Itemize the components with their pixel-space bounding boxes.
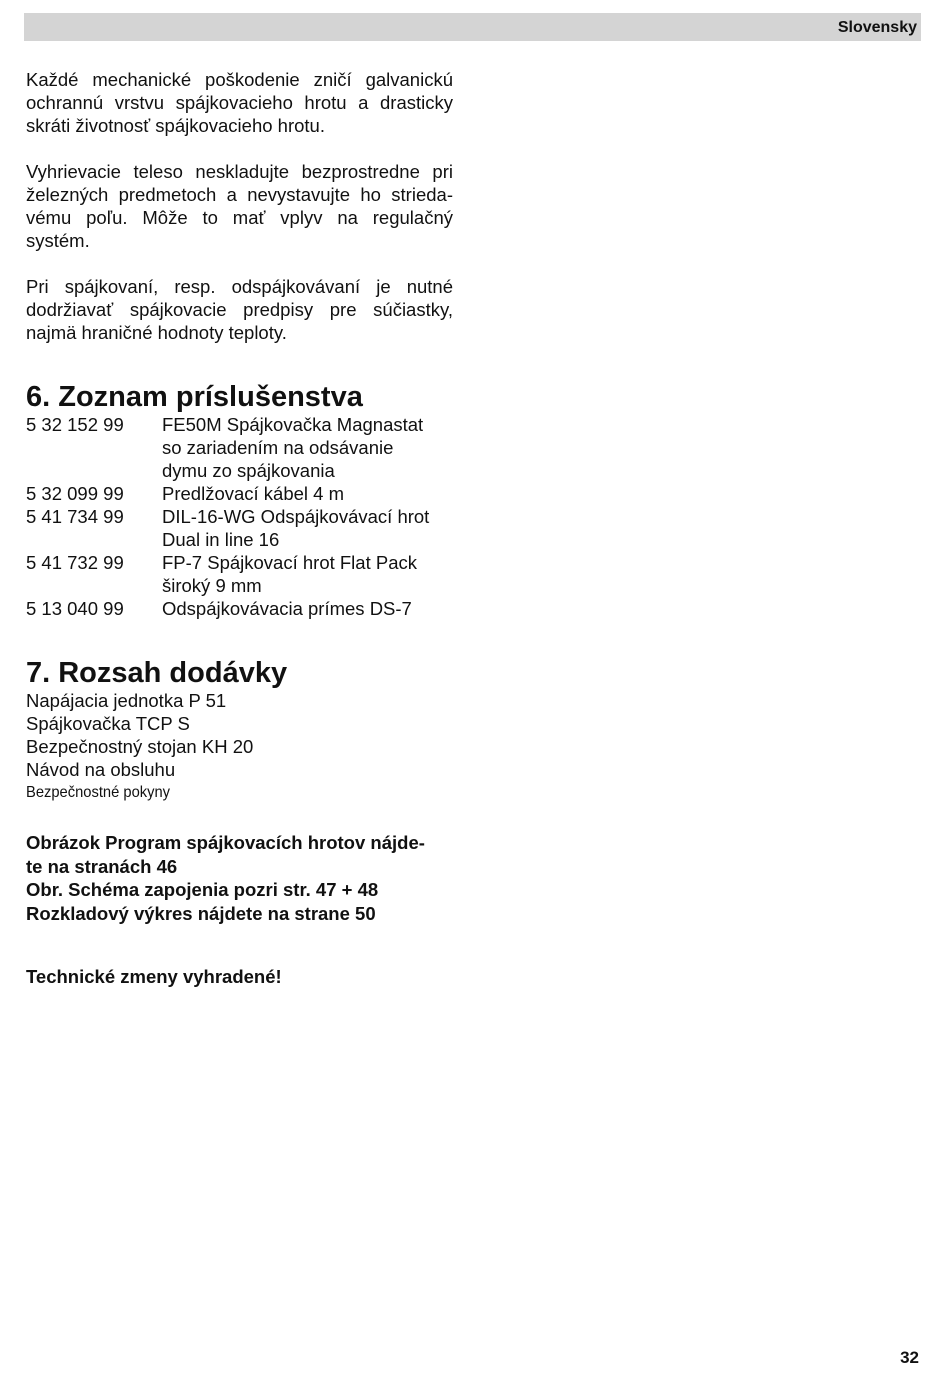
list-item (26, 597, 453, 620)
text-line: ochrannú vrstvu spájkovacieho hrotu a drasticky (26, 92, 453, 113)
part-description (162, 505, 453, 551)
note-line: te na stranách 46 (26, 855, 178, 877)
intro-paragraph-2 (26, 160, 453, 252)
part-number: 5 32 152 99 (26, 414, 124, 435)
text-line: skráti životnosť spájkovacieho hrotu. (26, 115, 325, 136)
part-number: 5 13 040 99 (26, 598, 124, 619)
text-line: systém. (26, 230, 90, 251)
part-number: 5 32 099 99 (26, 483, 124, 504)
text-line: široký 9 mm (162, 575, 262, 596)
text-line: DIL-16-WG Odspájkovávací hrot (162, 506, 430, 527)
text-line: vému poľu. Môže to mať vplyv na regulačný (26, 207, 453, 228)
technical-changes-note: Technické zmeny vyhradené! (26, 966, 282, 987)
note-line: Obrázok Program spájkovacích hrotov nájde- (26, 832, 425, 853)
list-item: Spájkovačka TCP S (26, 713, 190, 734)
part-description (162, 597, 453, 620)
list-item (26, 505, 453, 551)
text-line: dymu zo spájkovania (162, 460, 335, 481)
text-line: najmä hraničné hodnoty teploty. (26, 322, 287, 343)
delivery-list (26, 689, 453, 804)
text-line: FP-7 Spájkovací hrot Flat Pack (162, 552, 417, 573)
list-item (26, 413, 453, 482)
intro-paragraph-1 (26, 68, 453, 137)
accessories-heading: 6. Zoznam príslušenstva (26, 381, 363, 413)
note-line: Obr. Schéma zapojenia pozri str. 47 + 48 (26, 879, 379, 900)
delivery-heading: 7. Rozsah dodávky (26, 657, 288, 689)
text-line: železných predmetoch a nevystavujte ho strieda- (26, 184, 453, 205)
list-item (26, 482, 453, 505)
list-item: Návod na obsluhu (26, 759, 176, 780)
text-line: Dual in line 16 (162, 529, 280, 550)
list-item: Bezpečnostné pokyny (26, 784, 171, 801)
header-bar (24, 13, 921, 41)
page-content (26, 68, 453, 925)
accessories-list (26, 413, 453, 620)
text-line: dodržiavať spájkovacie predpisy pre súčiastky, (26, 299, 453, 320)
list-item: Napájacia jednotka P 51 (26, 690, 227, 711)
note-line: Rozkladový výkres nájdete na strane 50 (26, 902, 376, 924)
text-line: so zariadením na odsávanie (162, 437, 394, 458)
language-label: Slovensky (837, 19, 917, 36)
list-item: Bezpečnostný stojan KH 20 (26, 736, 254, 757)
page-number: 32 (900, 1348, 919, 1367)
text-line: Predlžovací kábel 4 m (162, 483, 345, 504)
text-line: FE50M Spájkovačka Magnastat (162, 414, 424, 435)
intro-paragraph-3 (26, 275, 453, 344)
text-line: Odspájkovávacia prímes DS-7 (162, 598, 412, 619)
part-number: 5 41 732 99 (26, 552, 124, 573)
part-description (162, 413, 453, 482)
part-description (162, 551, 453, 597)
text-line: Každé mechanické poškodenie zničí galvanickú (26, 69, 453, 90)
reference-notes (26, 831, 453, 925)
part-number: 5 41 734 99 (26, 506, 124, 527)
text-line: Vyhrievacie teleso neskladujte bezprostredne pri (26, 161, 453, 182)
text-line: Pri spájkovaní, resp. odspájkovávaní je nutné (26, 276, 453, 297)
list-item (26, 551, 453, 597)
part-description (162, 482, 453, 505)
